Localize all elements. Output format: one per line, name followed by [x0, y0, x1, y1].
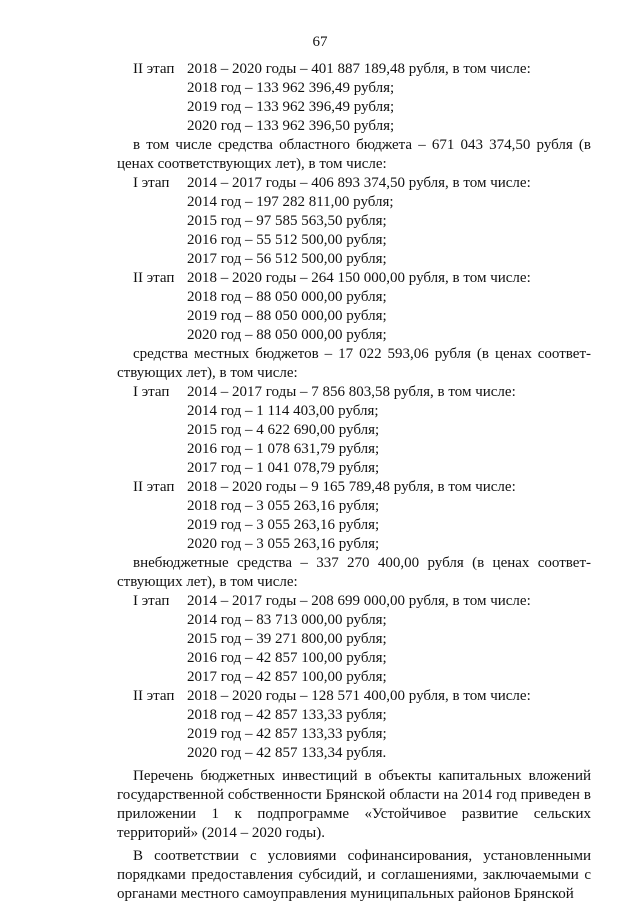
year-line — [117, 440, 591, 459]
year-amount: 2019 год – 3 055 263,16 рубля; — [187, 517, 380, 533]
year-line — [117, 117, 591, 136]
stage-label: II этап — [133, 270, 175, 286]
year-line — [117, 649, 591, 668]
year-amount: 2014 год – 197 282 811,00 рубля; — [187, 194, 394, 210]
year-line — [117, 744, 591, 763]
stage-summary: 2018 – 2020 годы – 128 571 400,00 рубля, в том числе: — [187, 688, 531, 704]
intro-line — [117, 345, 591, 364]
stage-line — [117, 269, 591, 288]
year-amount: 2017 год – 1 041 078,79 рубля; — [187, 460, 380, 476]
year-line — [117, 459, 591, 478]
year-line — [117, 307, 591, 326]
intro-line — [117, 136, 591, 155]
intro-line — [117, 364, 591, 383]
year-line — [117, 326, 591, 345]
year-amount: 2020 год – 42 857 133,34 рубля. — [187, 745, 387, 761]
year-amount: 2018 год – 133 962 396,49 рубля; — [187, 80, 395, 96]
stage-label: II этап — [133, 688, 175, 704]
stage-summary: 2014 – 2017 годы – 208 699 000,00 рубля, в том числе: — [187, 593, 531, 609]
year-amount: 2019 год – 88 050 000,00 рубля; — [187, 308, 387, 324]
year-amount: 2014 год – 83 713 000,00 рубля; — [187, 612, 387, 628]
stage-line — [117, 60, 591, 79]
stage-line — [117, 383, 591, 402]
year-amount: 2020 год – 3 055 263,16 рубля; — [187, 536, 380, 552]
year-amount: 2016 год – 55 512 500,00 рубля; — [187, 232, 387, 248]
stage-line — [117, 687, 591, 706]
stage-label: I этап — [133, 384, 170, 400]
stage-summary: 2018 – 2020 годы – 9 165 789,48 рубля, в том числе: — [187, 479, 516, 495]
year-line — [117, 706, 591, 725]
year-amount: 2018 год – 88 050 000,00 рубля; — [187, 289, 387, 305]
stage-label: I этап — [133, 175, 170, 191]
stage-summary: 2014 – 2017 годы – 7 856 803,58 рубля, в том числе: — [187, 384, 516, 400]
local-intro-cont: ствующих лет), в том числе: — [117, 365, 298, 381]
stage-label: II этап — [133, 61, 175, 77]
year-amount: 2018 год – 42 857 133,33 рубля; — [187, 707, 387, 723]
stage-label: II этап — [133, 479, 175, 495]
year-amount: 2017 год – 56 512 500,00 рубля; — [187, 251, 387, 267]
year-amount: 2019 год – 42 857 133,33 рубля; — [187, 726, 387, 742]
year-line — [117, 725, 591, 744]
stage-summary: 2014 – 2017 годы – 406 893 374,50 рубля, в том числе: — [187, 175, 531, 191]
stage-label: I этап — [133, 593, 170, 609]
extra-intro-cont: ствующих лет), в том числе: — [117, 574, 298, 590]
year-amount: 2015 год – 4 622 690,00 рубля; — [187, 422, 380, 438]
stage-line — [117, 592, 591, 611]
stage-summary: 2018 – 2020 годы – 264 150 000,00 рубля, в том числе: — [187, 270, 531, 286]
oblast-intro-cont: ценах соответствующих лет), в том числе: — [117, 156, 387, 172]
year-line — [117, 250, 591, 269]
year-line — [117, 668, 591, 687]
year-amount: 2015 год – 39 271 800,00 рубля; — [187, 631, 387, 647]
year-amount: 2017 год – 42 857 100,00 рубля; — [187, 669, 387, 685]
investment-paragraph: Перечень бюджетных инвестиций в объекты капитальных вложений государственной собственности Брянской области на 2014 год приведен в приложении 1 к подпрограмме «Устойчивое развитие сельских территорий» (2014 – 2020 годы). — [117, 768, 591, 841]
year-line — [117, 79, 591, 98]
year-line — [117, 212, 591, 231]
year-line — [117, 402, 591, 421]
year-amount: 2020 год – 133 962 396,50 рубля; — [187, 118, 395, 134]
local-intro: средства местных бюджетов – 17 022 593,06 рубля (в ценах соответ- — [133, 346, 591, 362]
year-amount: 2016 год – 42 857 100,00 рубля; — [187, 650, 387, 666]
year-amount: 2018 год – 3 055 263,16 рубля; — [187, 498, 380, 514]
extra-intro: внебюджетные средства – 337 270 400,00 рубля (в ценах соответ- — [133, 555, 591, 571]
page-number: 67 — [312, 34, 328, 50]
year-amount: 2015 год – 97 585 563,50 рубля; — [187, 213, 387, 229]
intro-line — [117, 554, 591, 573]
oblast-intro: в том числе средства областного бюджета – 671 043 374,50 рубля (в — [133, 137, 591, 153]
year-line — [117, 516, 591, 535]
document-body — [117, 60, 591, 904]
intro-line — [117, 155, 591, 174]
year-line — [117, 421, 591, 440]
year-line — [117, 630, 591, 649]
year-amount: 2020 год – 88 050 000,00 рубля; — [187, 327, 387, 343]
stage-line — [117, 174, 591, 193]
stage-line — [117, 478, 591, 497]
year-line — [117, 231, 591, 250]
year-line — [117, 535, 591, 554]
year-line — [117, 288, 591, 307]
year-line — [117, 98, 591, 117]
year-amount: 2016 год – 1 078 631,79 рубля; — [187, 441, 380, 457]
stage-summary: 2018 – 2020 годы – 401 887 189,48 рубля, в том числе: — [187, 61, 531, 77]
year-line — [117, 193, 591, 212]
year-amount: 2014 год – 1 114 403,00 рубля; — [187, 403, 379, 419]
year-amount: 2019 год – 133 962 396,49 рубля; — [187, 99, 395, 115]
intro-line — [117, 573, 591, 592]
cofinancing-paragraph: В соответствии с условиями софинансирования, установленными порядками предоставления субсидий, и соглашениями, заключаемыми с органами местного самоуправления муниципальных районов Брянской — [117, 848, 591, 902]
year-line — [117, 497, 591, 516]
year-line — [117, 611, 591, 630]
